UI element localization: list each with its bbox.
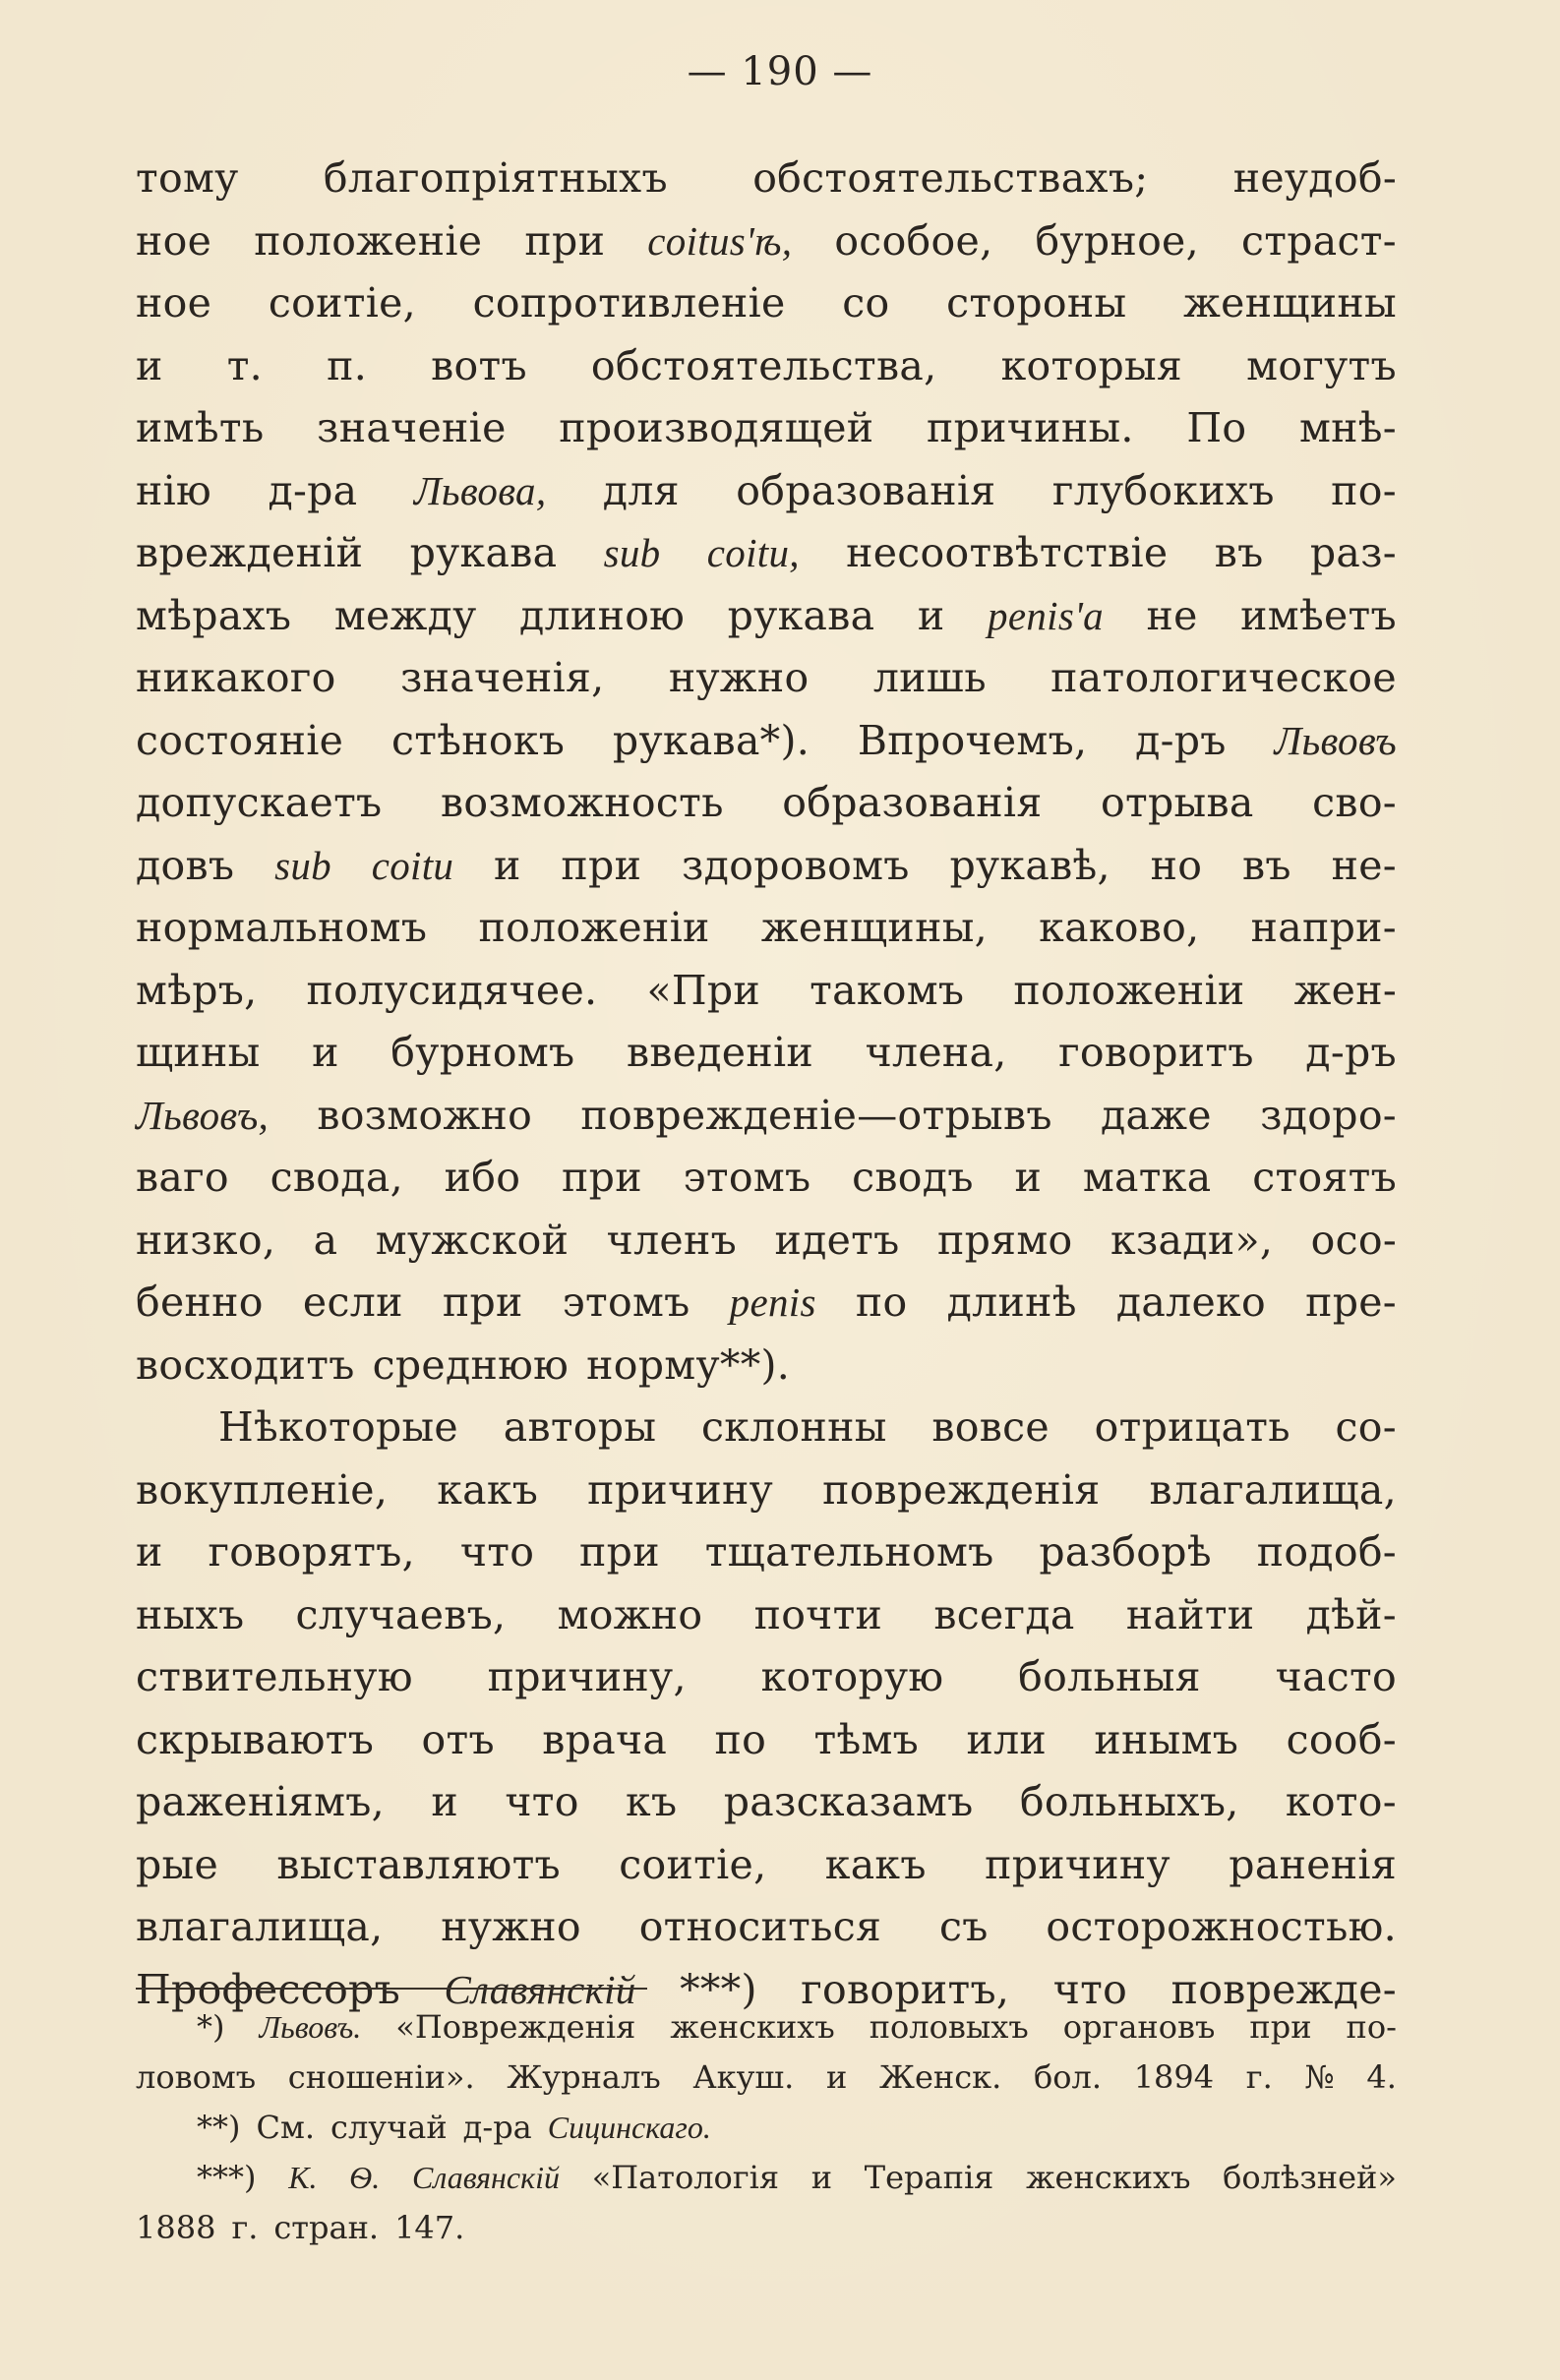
text-line bbox=[136, 1896, 1397, 1959]
word: такомъ bbox=[810, 966, 965, 1014]
word: низко, bbox=[136, 1216, 276, 1264]
text-line bbox=[136, 272, 1397, 335]
word: къ bbox=[626, 1778, 678, 1825]
word: «Поврежденія bbox=[395, 2008, 636, 2046]
word: и bbox=[826, 2058, 848, 2096]
word: Впрочемъ, bbox=[857, 716, 1088, 764]
word: даже bbox=[1100, 1091, 1212, 1139]
text-line bbox=[136, 1709, 1397, 1772]
word: кзади», bbox=[1110, 1216, 1274, 1264]
text-line bbox=[136, 1210, 1397, 1273]
word: мнѣ- bbox=[1298, 404, 1397, 451]
word: страст- bbox=[1241, 216, 1397, 265]
word: сводъ bbox=[852, 1154, 974, 1201]
word: подоб- bbox=[1256, 1528, 1397, 1576]
word: причину bbox=[587, 1465, 774, 1514]
word: можно bbox=[557, 1590, 703, 1638]
word: рукава bbox=[409, 529, 558, 576]
word: обстоятельства, bbox=[590, 341, 937, 389]
word: половыхъ bbox=[869, 2008, 1029, 2046]
word: и bbox=[312, 1029, 339, 1076]
word: поврежденіе—отрывъ bbox=[580, 1091, 1052, 1139]
word: которую bbox=[760, 1653, 944, 1700]
word: нію bbox=[136, 466, 212, 514]
word: члена, bbox=[865, 1029, 1007, 1076]
text-line bbox=[136, 835, 1397, 898]
word: Акуш. bbox=[692, 2058, 795, 2096]
text-line bbox=[136, 1335, 1397, 1398]
word: сопротивленіе bbox=[472, 279, 786, 327]
word: со- bbox=[1335, 1403, 1397, 1451]
text-line bbox=[136, 647, 1397, 710]
word: 147. bbox=[394, 2209, 465, 2246]
word: пре- bbox=[1305, 1279, 1397, 1326]
word: *) bbox=[197, 2008, 225, 2046]
word: въ bbox=[1242, 841, 1291, 889]
text-line bbox=[136, 397, 1397, 460]
text-line bbox=[136, 1397, 1397, 1459]
word: поврежденія bbox=[822, 1465, 1101, 1514]
word: рукавѣ, bbox=[949, 841, 1110, 889]
word: 1888 bbox=[136, 2209, 216, 2246]
word: что bbox=[1052, 1965, 1128, 2013]
word: бурномъ bbox=[390, 1029, 575, 1076]
word: ное bbox=[136, 279, 212, 327]
word: т. bbox=[226, 341, 264, 389]
word: причину bbox=[985, 1840, 1170, 1888]
word: здоро- bbox=[1260, 1091, 1397, 1139]
word: далеко bbox=[1115, 1279, 1266, 1326]
text-line bbox=[136, 897, 1397, 960]
word: осторожностью. bbox=[1046, 1903, 1397, 1950]
word: идетъ bbox=[774, 1216, 900, 1264]
word: но bbox=[1150, 841, 1203, 889]
word: Женск. bbox=[879, 2058, 1002, 2096]
word: ловомъ bbox=[136, 2058, 257, 2096]
text-line bbox=[136, 1022, 1397, 1085]
word: сво- bbox=[1312, 779, 1397, 826]
word: всегда bbox=[933, 1590, 1075, 1638]
word: длинѣ bbox=[946, 1279, 1077, 1326]
word: здоровомъ bbox=[682, 841, 910, 889]
text-line bbox=[136, 1834, 1397, 1897]
word: сооб- bbox=[1286, 1715, 1397, 1763]
word: сношеніи». bbox=[287, 2058, 475, 2096]
word: Львовъ bbox=[1274, 717, 1397, 763]
word: что bbox=[505, 1778, 579, 1825]
word: значеніе bbox=[317, 404, 507, 451]
word: тщательномъ bbox=[704, 1528, 994, 1576]
word: этомъ bbox=[683, 1154, 811, 1201]
word: благопріятныхъ bbox=[323, 154, 668, 202]
word: если bbox=[302, 1279, 403, 1326]
word: п. bbox=[327, 341, 368, 389]
word: относиться bbox=[638, 1903, 882, 1950]
word: говоритъ, bbox=[801, 1965, 1010, 2013]
footnote-divider bbox=[136, 1988, 647, 1990]
word: рукава*). bbox=[612, 716, 810, 764]
word: вотъ bbox=[431, 341, 527, 389]
word: склонны bbox=[700, 1403, 887, 1451]
word: каково, bbox=[1039, 904, 1200, 951]
word: или bbox=[966, 1715, 1048, 1763]
word: больныя bbox=[1018, 1653, 1201, 1700]
word: положеніи bbox=[478, 904, 710, 951]
word: 4. bbox=[1366, 2058, 1397, 2096]
word: часто bbox=[1275, 1653, 1397, 1700]
word: введеніи bbox=[626, 1029, 814, 1076]
word: поврежде- bbox=[1170, 1965, 1397, 2013]
word: скрываютъ bbox=[136, 1715, 375, 1763]
word: образованія bbox=[782, 779, 1043, 826]
word: никакого bbox=[136, 654, 336, 701]
word: № bbox=[1304, 2058, 1335, 2096]
word: «Патологія bbox=[591, 2159, 779, 2196]
word: Журналъ bbox=[507, 2058, 661, 2096]
word: кото- bbox=[1285, 1778, 1397, 1825]
word: при bbox=[579, 1528, 660, 1576]
text-line bbox=[136, 1584, 1397, 1647]
word: могутъ bbox=[1246, 341, 1397, 389]
text-line bbox=[136, 585, 1397, 648]
word: органовъ bbox=[1062, 2008, 1216, 2046]
word: ствительную bbox=[136, 1653, 413, 1700]
word: причину, bbox=[487, 1653, 687, 1700]
word: больныхъ, bbox=[1019, 1778, 1239, 1825]
word: производящей bbox=[559, 404, 874, 451]
text-line bbox=[136, 772, 1397, 835]
word: женскихъ bbox=[1026, 2159, 1191, 2196]
text-line bbox=[136, 1459, 1397, 1522]
word: стѣнокъ bbox=[390, 716, 566, 764]
text-line bbox=[136, 1147, 1397, 1210]
word: свода, bbox=[270, 1154, 403, 1201]
word: К. bbox=[288, 2160, 318, 2195]
word: бенно bbox=[136, 1279, 264, 1326]
body-text bbox=[136, 148, 1397, 2021]
word: довъ bbox=[136, 841, 235, 889]
word: раненія bbox=[1229, 1840, 1397, 1888]
word: состояніе bbox=[136, 716, 344, 764]
footnotes bbox=[136, 2002, 1397, 2253]
footnote-line bbox=[136, 2153, 1397, 2203]
word: отъ bbox=[421, 1715, 495, 1763]
text-line bbox=[136, 1646, 1397, 1709]
word: **) bbox=[197, 2109, 241, 2146]
word: рукава bbox=[727, 591, 875, 639]
word: См. bbox=[256, 2109, 316, 2146]
word: при bbox=[562, 1154, 642, 1201]
word: возможность bbox=[441, 779, 724, 826]
word: Славянскій bbox=[444, 1966, 636, 2012]
word: дѣй- bbox=[1305, 1590, 1397, 1638]
word: penis bbox=[729, 1279, 816, 1325]
word: ваго bbox=[136, 1154, 229, 1201]
word: и bbox=[136, 341, 163, 389]
word: по- bbox=[1331, 466, 1397, 514]
text-line bbox=[136, 710, 1397, 773]
footnote-line bbox=[136, 2203, 1397, 2253]
word: отрыва bbox=[1101, 779, 1254, 826]
word: неудоб- bbox=[1232, 154, 1397, 202]
text-line bbox=[136, 1521, 1397, 1584]
word: нормальномъ bbox=[136, 904, 428, 951]
word: влагалища, bbox=[136, 1903, 384, 1950]
word: образованія bbox=[736, 466, 996, 514]
word: «При bbox=[646, 966, 761, 1014]
word: которыя bbox=[1000, 341, 1183, 389]
word: несоотвѣтствіе bbox=[846, 529, 1169, 576]
word: со bbox=[842, 279, 890, 327]
word: длиною bbox=[519, 591, 686, 639]
word: мѣрахъ bbox=[136, 591, 292, 639]
text-line bbox=[136, 210, 1397, 273]
word: осо- bbox=[1310, 1216, 1397, 1264]
word: глубокихъ bbox=[1051, 466, 1275, 514]
word: мѣръ, bbox=[136, 966, 258, 1014]
word: что bbox=[459, 1528, 535, 1576]
word: ныхъ bbox=[136, 1590, 245, 1638]
word: разборѣ bbox=[1039, 1528, 1212, 1576]
word: членъ bbox=[606, 1216, 737, 1264]
footnote-line bbox=[136, 2103, 1397, 2153]
word: патологическое bbox=[1050, 654, 1397, 701]
word: coitus'ѣ, bbox=[647, 217, 793, 264]
word: Львовъ, bbox=[136, 1092, 270, 1138]
text-line bbox=[136, 960, 1397, 1023]
word: при bbox=[442, 1279, 523, 1326]
word: и bbox=[431, 1778, 458, 1825]
word: найти bbox=[1125, 1590, 1255, 1638]
word: этомъ bbox=[562, 1279, 690, 1326]
word: г. bbox=[1245, 2058, 1273, 2096]
word: случай bbox=[330, 2109, 448, 2146]
word: нужно bbox=[668, 654, 810, 701]
word: при bbox=[1249, 2008, 1312, 2046]
word: положеніе bbox=[254, 216, 483, 265]
word: и bbox=[136, 1528, 163, 1576]
text-line bbox=[136, 522, 1397, 585]
word: выставляютъ bbox=[276, 1840, 561, 1888]
word: соитіе, bbox=[619, 1840, 767, 1888]
word: стоятъ bbox=[1252, 1154, 1397, 1201]
word: sub bbox=[274, 842, 331, 888]
word: жен- bbox=[1293, 966, 1397, 1014]
footnote-line bbox=[136, 2002, 1397, 2053]
text-line bbox=[136, 148, 1397, 210]
text-line bbox=[136, 335, 1397, 398]
word: говоритъ bbox=[1058, 1029, 1254, 1076]
text-line bbox=[136, 1272, 1397, 1335]
word: женскихъ bbox=[670, 2008, 835, 2046]
text-line bbox=[136, 1771, 1397, 1834]
word: женщины, bbox=[760, 904, 988, 951]
word: по bbox=[855, 1279, 908, 1326]
word: и bbox=[917, 591, 945, 639]
word: тѣмъ bbox=[813, 1715, 920, 1763]
word: ***) bbox=[680, 1965, 757, 2013]
text-line bbox=[136, 460, 1397, 523]
word: Сицинскаго. bbox=[547, 2110, 711, 2145]
word: при bbox=[561, 841, 642, 889]
word: рые bbox=[136, 1840, 219, 1888]
word: penis'а bbox=[988, 592, 1104, 638]
word: для bbox=[602, 466, 680, 514]
word: вокупленіе, bbox=[136, 1465, 389, 1514]
word: женщины bbox=[1183, 279, 1397, 327]
word: болѣзней» bbox=[1223, 2159, 1397, 2196]
word: допускаетъ bbox=[136, 779, 383, 826]
word: По bbox=[1186, 404, 1247, 451]
word: инымъ bbox=[1094, 1715, 1239, 1763]
word: говорятъ, bbox=[208, 1528, 416, 1576]
word: Славянскій bbox=[412, 2160, 560, 2195]
word: между bbox=[333, 591, 477, 639]
word: въ bbox=[1214, 529, 1264, 576]
word: раженіямъ, bbox=[136, 1778, 385, 1825]
word: соитіе, bbox=[268, 279, 417, 327]
word: вовсе bbox=[931, 1403, 1050, 1451]
word: тому bbox=[136, 154, 239, 202]
word: бурное, bbox=[1035, 216, 1199, 265]
word: coitu, bbox=[706, 530, 800, 575]
word: и bbox=[1014, 1154, 1043, 1201]
word: 1894 bbox=[1133, 2058, 1215, 2096]
word: разсказамъ bbox=[723, 1778, 974, 1825]
word: sub bbox=[603, 530, 661, 575]
word: по- bbox=[1346, 2008, 1397, 2046]
word: съ bbox=[938, 1903, 989, 1950]
word: и bbox=[810, 2159, 833, 2196]
word: бол. bbox=[1033, 2058, 1103, 2096]
word: влагалища, bbox=[1149, 1465, 1397, 1514]
word: возможно bbox=[317, 1091, 533, 1139]
word: положеніи bbox=[1013, 966, 1245, 1014]
word: среднюю bbox=[372, 1340, 570, 1389]
word: по bbox=[714, 1715, 767, 1763]
word: не bbox=[1146, 591, 1198, 639]
word: какъ bbox=[824, 1840, 927, 1888]
word: Львовъ. bbox=[259, 2009, 362, 2045]
footnote-line bbox=[136, 2053, 1397, 2103]
word: д-ра bbox=[268, 466, 358, 514]
word: стороны bbox=[946, 279, 1127, 327]
word: г. bbox=[231, 2209, 259, 2246]
word: норму**). bbox=[586, 1340, 791, 1389]
word: причины. bbox=[926, 404, 1134, 451]
word: Ѳ. bbox=[349, 2160, 381, 2195]
word: полусидячее. bbox=[306, 966, 598, 1014]
word: раз- bbox=[1309, 529, 1397, 576]
word: Львова, bbox=[413, 467, 547, 513]
word: напри- bbox=[1250, 904, 1397, 951]
word: прямо bbox=[936, 1216, 1073, 1264]
word: ***) bbox=[197, 2159, 257, 2196]
word: авторы bbox=[503, 1403, 657, 1451]
word: лишь bbox=[872, 654, 987, 701]
word: какъ bbox=[437, 1465, 539, 1514]
word: врача bbox=[542, 1715, 668, 1763]
word: обстоятельствахъ; bbox=[752, 154, 1149, 202]
word: д-ръ bbox=[1305, 1029, 1397, 1076]
page-number: — 190 — bbox=[687, 49, 873, 94]
word: почти bbox=[753, 1590, 883, 1638]
word: имѣетъ bbox=[1240, 591, 1397, 639]
word: не- bbox=[1331, 841, 1397, 889]
word: д-ра bbox=[462, 2109, 532, 2146]
word: отрицать bbox=[1094, 1403, 1290, 1451]
word: Нѣкоторые bbox=[218, 1403, 458, 1451]
word: д-ръ bbox=[1135, 716, 1227, 764]
word: щины bbox=[136, 1029, 261, 1076]
word: Профессоръ bbox=[136, 1965, 400, 2013]
word: значенія, bbox=[399, 654, 605, 701]
text-line bbox=[136, 1085, 1397, 1148]
word: восходитъ bbox=[136, 1340, 355, 1389]
word: особое, bbox=[834, 216, 993, 265]
word: ное bbox=[136, 216, 212, 265]
word: матка bbox=[1082, 1154, 1212, 1201]
word: имѣть bbox=[136, 404, 265, 451]
word: нужно bbox=[441, 1903, 581, 1950]
word: мужской bbox=[375, 1216, 570, 1264]
word: coitu bbox=[371, 842, 454, 888]
word: а bbox=[313, 1216, 338, 1264]
word: при bbox=[524, 216, 606, 265]
word: Терапія bbox=[864, 2159, 994, 2196]
word: врежденій bbox=[136, 529, 364, 576]
word: ибо bbox=[444, 1154, 521, 1201]
word: случаевъ, bbox=[295, 1590, 507, 1638]
word: стран. bbox=[273, 2209, 380, 2246]
word: и bbox=[493, 841, 521, 889]
